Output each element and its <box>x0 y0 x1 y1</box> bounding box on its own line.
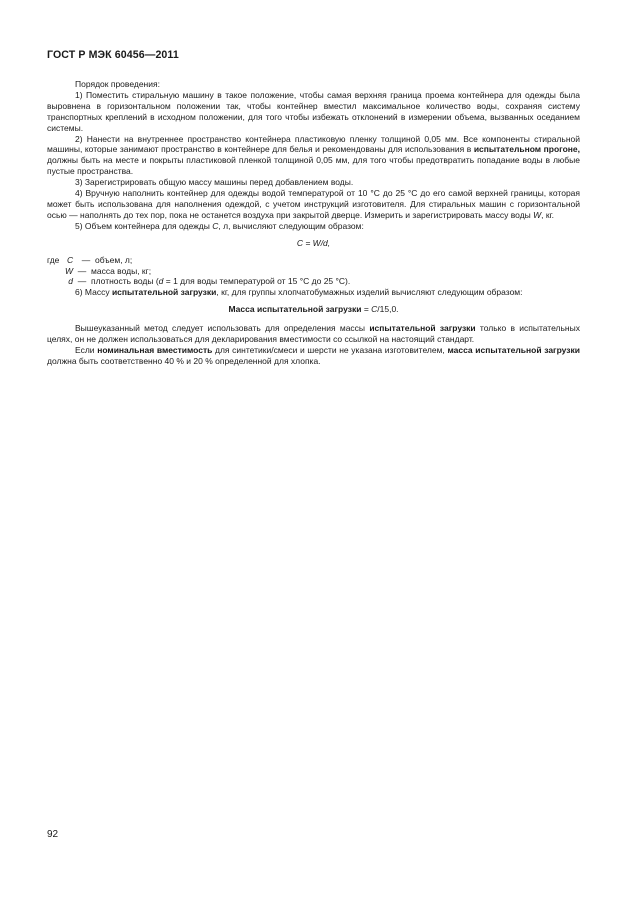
step-4 <box>47 188 580 221</box>
where-dash: — <box>81 254 91 265</box>
where-text-c: объем, л; <box>95 254 133 265</box>
step-4-text-a: 4) Вручную наполнить контейнер для одежды водой температурой от 10 °С до 25 °С до его самой верхней границы, которая может быть использована для наполнения одеждой, с учетом инструкций изготовителя. Для стиральных машин с горизонтальной осью — наполнять до тех пор, пока не останется воздуха при закрытой дверце. Измерить и зарегистрировать массу воды <box>47 188 580 220</box>
where-symbol-w: W <box>64 265 73 276</box>
step-6 <box>47 287 580 298</box>
formula-test-load-eq: = <box>361 304 372 315</box>
step-3: 3) Зарегистрировать общую массу машины перед добавлением воды. <box>75 177 354 188</box>
step-1: 1) Поместить стиральную машину в такое положение, чтобы самая верхняя граница проема контейнера для одежды была выровнена в горизонтальном положении так, чтобы контейнер вместил максимальное количество воды, сохраняя систему транспортных креплений в исходном положении, для того чтобы избежать отклонений в измерении объема, вызванных оседанием системы. <box>47 89 580 133</box>
where-text-d-a: плотность воды ( <box>91 276 159 287</box>
where-symbol-c: C <box>67 254 74 265</box>
step-4-var: W <box>533 209 542 220</box>
formula-test-load-term: Масса испытательной загрузки <box>228 304 362 315</box>
where-row-w <box>47 266 580 277</box>
where-text-w: масса воды, кг; <box>91 265 152 276</box>
method-note-a: Вышеуказанный метод следует использовать для определения массы <box>75 323 370 334</box>
step-4-text-b: , кг. <box>541 209 555 220</box>
formula-volume-expression: C = W/d, <box>296 237 331 248</box>
step-6-text-b: , кг, для группы хлопчатобумажных изделий вычисляют следующим образом: <box>216 287 523 298</box>
step-2-text-a: 2) Нанести на внутреннее пространство контейнера пластиковую пленку толщиной 0,05 мм. Все компоненты стиральной машины, которые занимают пространство в контейнере для белья и рекомендованы для использования в <box>47 133 580 155</box>
formula-volume <box>47 238 580 249</box>
where-text-d <box>91 276 580 287</box>
step-5-var: С <box>212 220 219 231</box>
step-2-term: испытательном прогоне, <box>473 144 580 155</box>
capacity-note-term-1: номинальная вместимость <box>97 344 213 355</box>
step-5-text-a: 5) Объем контейнера для одежды <box>75 220 213 231</box>
capacity-note-a: Если <box>75 344 98 355</box>
document-body <box>47 79 580 367</box>
where-symbol-d: d <box>68 276 73 287</box>
capacity-note <box>47 345 580 367</box>
where-dash: — <box>77 276 87 287</box>
page-number: 92 <box>47 829 59 840</box>
method-note-b: только в испытательных целях, он не должен использоваться для декларирования вместимости со ссылкой на настоящий стандарт. <box>47 323 580 345</box>
formula-test-load-var: C <box>371 304 378 315</box>
where-prefix: где <box>47 254 60 265</box>
procedure-intro: Порядок проведения: <box>75 79 160 89</box>
where-dash: — <box>77 265 87 276</box>
where-row-d <box>47 276 580 287</box>
formula-test-load-rest: /15,0. <box>377 304 399 315</box>
capacity-note-b: для синтетики/смеси и шерсти не указана изготовителем, <box>212 344 448 355</box>
method-note-term: испытательной загрузки <box>369 323 476 334</box>
step-2 <box>47 134 580 178</box>
step-5-text-b: , л, вычисляют следующим образом: <box>218 220 364 231</box>
step-6-text-a: 6) Массу <box>75 287 112 298</box>
formula-test-load <box>47 304 580 315</box>
capacity-note-c: должна быть соответственно 40 % и 20 % определенной для хлопка. <box>47 355 321 366</box>
standard-header: ГОСТ Р МЭК 60456—2011 <box>47 49 179 61</box>
method-note <box>47 323 580 345</box>
where-text-d-var: d <box>158 276 164 287</box>
where-text-d-b: = 1 для воды температурой от 15 °С до 25 °С). <box>163 276 351 287</box>
capacity-note-term-2: масса испытательной загрузки <box>447 344 580 355</box>
step-6-term: испытательной загрузки <box>111 287 217 298</box>
step-2-text-b: должны быть на месте и покрыты пластиковой пленкой толщиной 0,05 мм, для того чтобы предотвратить попадание воды в любые пустые пространства. <box>47 155 580 177</box>
step-5 <box>47 221 580 232</box>
where-row-c <box>47 255 580 266</box>
